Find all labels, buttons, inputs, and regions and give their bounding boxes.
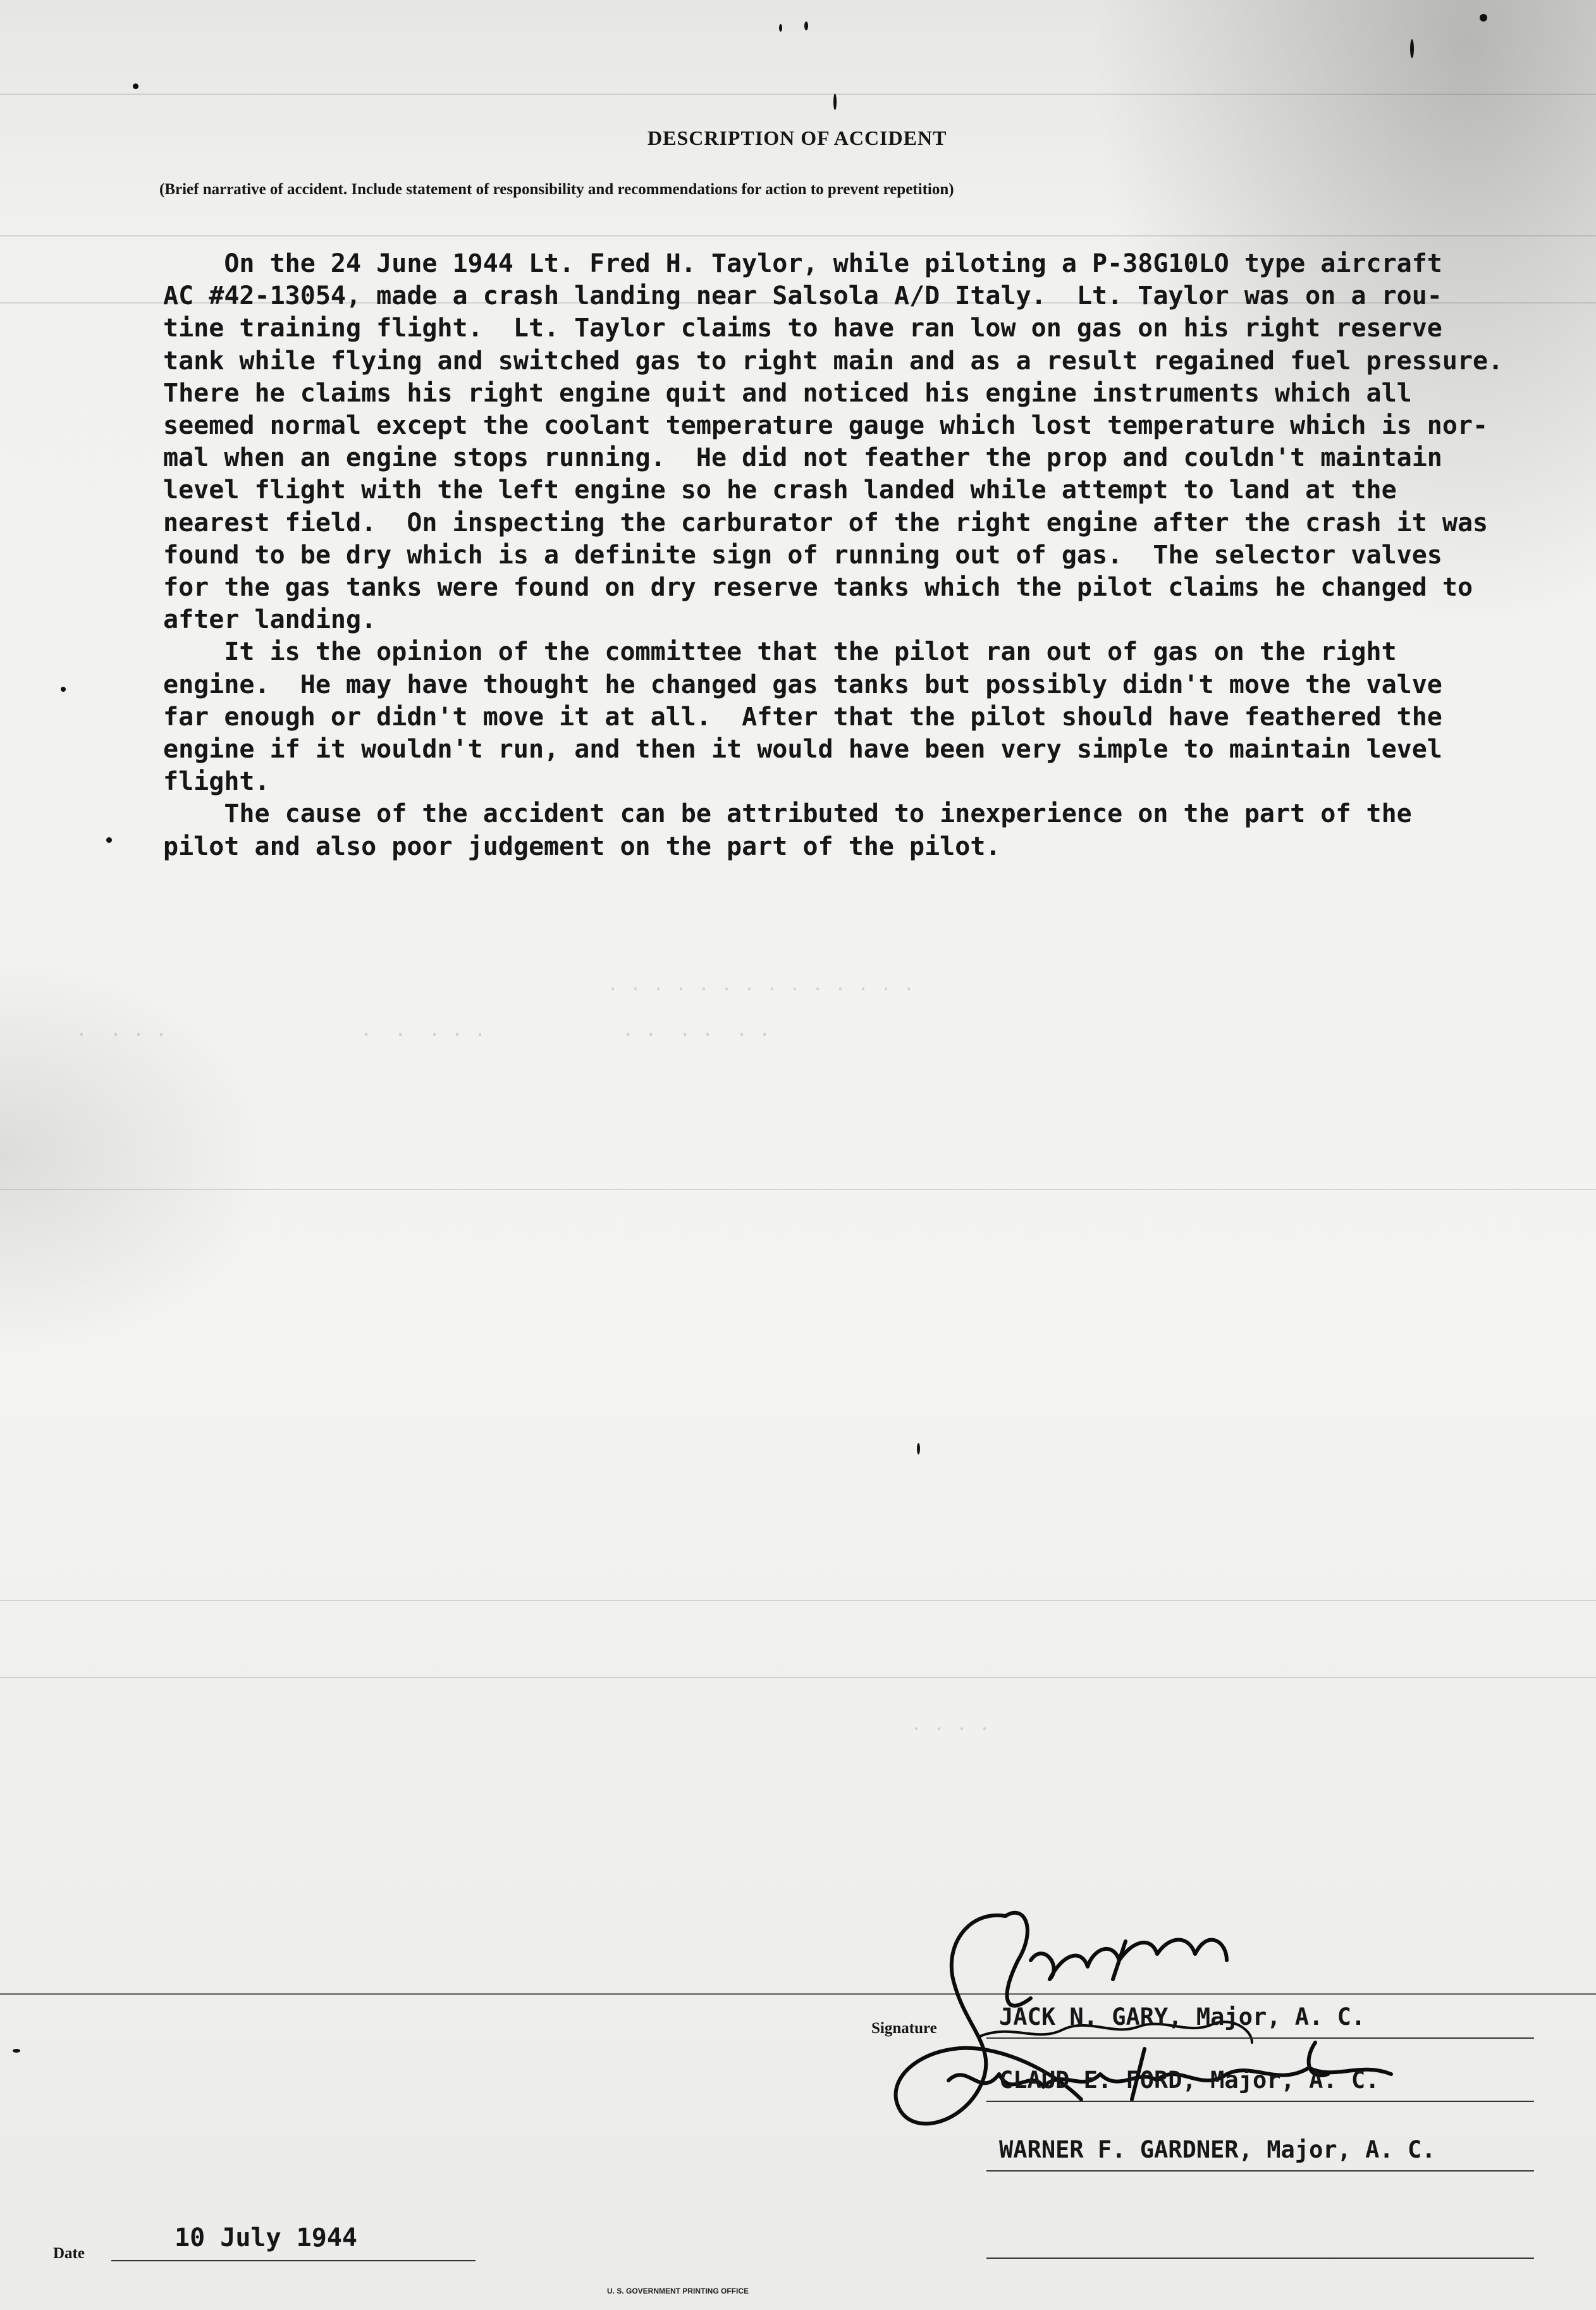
narrative-line: for the gas tanks were found on dry reserve tanks which the pilot claims he changed to xyxy=(163,573,1473,603)
signature-line xyxy=(986,2101,1534,2102)
narrative-line: The cause of the accident can be attributed to inexperience on the part of the xyxy=(163,799,1412,829)
date-value: 10 July 1944 xyxy=(175,2223,357,2252)
signature-stroke xyxy=(1005,1913,1031,2006)
narrative-line: It is the opinion of the committee that the pilot ran out of gas on the right xyxy=(163,637,1397,667)
date-line xyxy=(111,2260,476,2261)
narrative-line: after landing. xyxy=(163,605,377,635)
speck xyxy=(61,687,66,692)
form-rule xyxy=(0,1189,1596,1190)
page-title: DESCRIPTION OF ACCIDENT xyxy=(648,126,947,149)
show-through-text: · · · · · · · · · · · · · · xyxy=(607,979,915,1000)
speck xyxy=(1480,14,1487,22)
narrative-line: On the 24 June 1944 Lt. Fred H. Taylor, while piloting a P-38G10LO type aircraft xyxy=(163,249,1442,278)
speck xyxy=(917,1443,920,1454)
speck xyxy=(779,24,782,32)
narrative-line: tank while flying and switched gas to right main and as a result regained fuel pressure. xyxy=(163,346,1504,376)
narrative-line: engine. He may have thought he changed gas tanks but possibly didn't move the valve xyxy=(163,670,1442,699)
speck xyxy=(833,94,837,110)
speck xyxy=(804,22,808,30)
signature-line xyxy=(986,2037,1534,2039)
narrative-line: AC #42-13054, made a crash landing near Salsola A/D Italy. Lt. Taylor was on a rou- xyxy=(163,281,1442,311)
show-through-text: · · · · xyxy=(911,1719,991,1740)
narrative-line: engine if it wouldn't run, and then it would have been very simple to maintain level xyxy=(163,735,1442,765)
speck xyxy=(13,2049,20,2053)
signer-name: JACK N. GARY, Major, A. C. xyxy=(999,2003,1366,2030)
signature-stroke xyxy=(1113,1941,1126,1979)
narrative-line: nearest field. On inspecting the carburator of the right engine after the crash it was xyxy=(163,508,1489,538)
speck xyxy=(133,83,138,89)
signature-line xyxy=(986,2258,1534,2259)
form-rule xyxy=(0,235,1596,237)
signer-name: WARNER F. GARDNER, Major, A. C. xyxy=(999,2136,1436,2163)
narrative-line: There he claims his right engine quit and noticed his engine instruments which all xyxy=(163,378,1412,408)
narrative-line: level flight with the left engine so he crash landed while attempt to land at the xyxy=(163,476,1397,505)
narrative-line: mal when an engine stops running. He did not feather the prop and couldn't maintain xyxy=(163,443,1442,473)
form-rule xyxy=(0,1677,1596,1678)
narrative-line: tine training flight. Lt. Taylor claims to have ran low on gas on his right reserve xyxy=(163,314,1442,343)
show-through-text: · · · · · · · · · · · · · · · xyxy=(76,1024,771,1046)
signature-line xyxy=(986,2170,1534,2172)
speck xyxy=(106,837,112,843)
signature-stroke xyxy=(1031,1940,1227,1980)
narrative-line: found to be dry which is a definite sign of running out of gas. The selector valves xyxy=(163,540,1442,570)
accident-narrative xyxy=(163,248,1573,863)
narrative-line: flight. xyxy=(163,767,270,797)
signature-label: Signature xyxy=(871,2020,937,2037)
form-rule xyxy=(0,94,1596,95)
date-label: Date xyxy=(53,2245,85,2262)
form-rule xyxy=(0,1600,1596,1601)
narrative-line: far enough or didn't move it at all. After that the pilot should have feathered the xyxy=(163,702,1442,732)
printing-office-imprint: U. S. GOVERNMENT PRINTING OFFICE xyxy=(607,2287,749,2295)
form-instructions: (Brief narrative of accident. Include statement of responsibility and recommendations for action to prevent repetition) xyxy=(159,181,954,198)
signer-name: CLAUD E. FORD, Major, A. C. xyxy=(999,2067,1380,2094)
narrative-line: seemed normal except the coolant temperature gauge which lost temperature which is nor- xyxy=(163,411,1489,441)
speck xyxy=(1410,39,1414,58)
narrative-line: pilot and also poor judgement on the part of the pilot. xyxy=(163,832,1001,861)
